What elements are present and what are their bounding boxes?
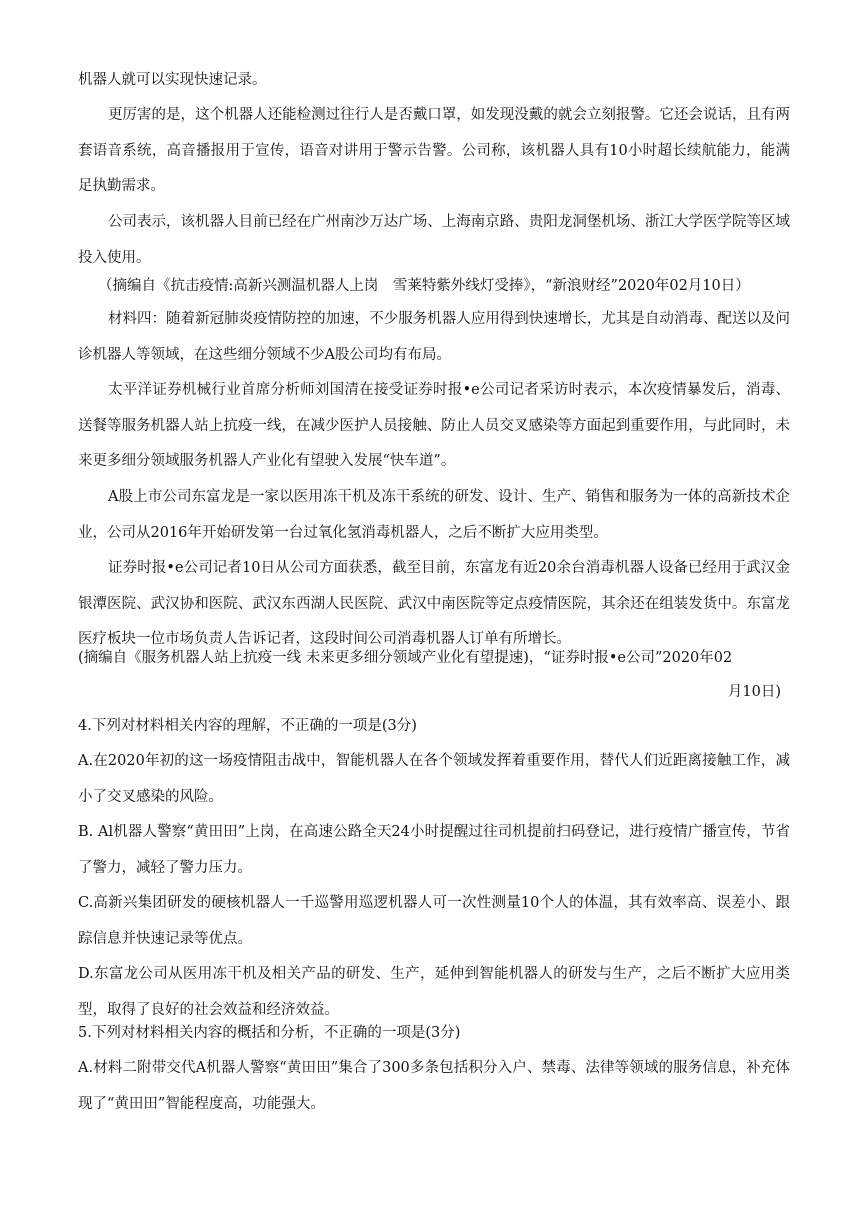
question-4-option-d: D.东富龙公司从医用冻干机及相关产品的研发、生产，延伸到智能机器人的研发与生产，之后不断扩大应用类型，取得了良好的社会效益和经济效益。 (78, 966, 790, 1018)
material4-source-line2: 月10日) (727, 684, 781, 700)
material3-paragraph-2: 更厉害的是，这个机器人还能检测过往行人是否戴口罩，如发现没戴的就会立刻报警。它还会说话，且有两套语音系统，高音播报用于宣传，语音对讲用于警示告警。公司称，该机器人具有10小时超长续航能力，能满足执勤需求。 (78, 107, 790, 194)
question-4-option-b: B. Al机器人警察“黄田田”上岗，在高速公路全天24小时提醒过往司机提前扫码登记，进行疫情广播宣传，节省了警力，减轻了警力压力。 (78, 824, 790, 876)
material4-source-line1: (摘编自《服务机器人站上抗疫一线 未来更多细分领域产业化有望提速)，“证券时报•e公司”2020年02 (78, 650, 733, 666)
question-5-stem: 5.下列对材料相关内容的概括和分析，不正确的一项是(3分) (78, 1025, 461, 1041)
material3-source: （摘编自《抗击疫情:高新兴测温机器人上岗 雪莱特紫外线灯受捧》，“新浪财经”2020年02月10日） (98, 278, 750, 294)
material4-paragraph-1: 材料四：随着新冠肺炎疫情防控的加速，不少服务机器人应用得到快速增长，尤其是自动消毒、配送以及问诊机器人等领域，在这些细分领域不少A股公司均有布局。 (78, 311, 790, 363)
material4-paragraph-2: 太平洋证券机械行业首席分析师刘国清在接受证券时报•e公司记者采访时表示，本次疫情暴发后，消毒、送餐等服务机器人站上抗疫一线，在减少医护人员接触、防止人员交叉感染等方面起到重要作用，与此同时，未来更多细分领域服务机器人产业化有望驶入发展“快车道”。 (78, 382, 790, 469)
material4-paragraph-4: 证券时报•e公司记者10日从公司方面获悉，截至目前，东富龙有近20余台消毒机器人设备已经用于武汉金银潭医院、武汉协和医院、武汉东西湖人民医院、武汉中南医院等定点疫情医院，其余还在组装发货中。东富龙医疗板块一位市场负责人告诉记者，这段时间公司消毒机器人订单有所增长。 (78, 560, 790, 647)
material3-tail: 机器人就可以实现快速记录。 (78, 72, 267, 88)
question-4-stem: 4.下列对材料相关内容的理解，不正确的一项是(3分) (78, 718, 417, 734)
material3-paragraph-3: 公司表示，该机器人目前已经在广州南沙万达广场、上海南京路、贵阳龙洞堡机场、浙江大学医学院等区域投入使用。 (78, 214, 790, 266)
material4-paragraph-3: A股上市公司东富龙是一家以医用冻干机及冻干系统的研发、设计、生产、销售和服务为一体的高新技术企业，公司从2016年开始研发第一台过氧化氢消毒机器人，之后不断扩大应用类型。 (78, 489, 790, 541)
question-4-option-c: C.高新兴集团研发的硬核机器人一千巡警用巡逻机器人可一次性测量10个人的体温，其有效率高、误差小、跟踪信息并快速记录等优点。 (78, 895, 790, 947)
question-4-option-a: A.在2020年初的这一场疫情阻击战中，智能机器人在各个领域发挥着重要作用，替代人们近距离接触工作，减小了交叉感染的风险。 (78, 753, 790, 805)
question-5-option-a: A.材料二附带交代A机器人警察“黄田田”集合了300多条包括积分入户、禁毒、法律等领域的服务信息，补充体现了“黄田田”智能程度高，功能强大。 (78, 1060, 790, 1112)
